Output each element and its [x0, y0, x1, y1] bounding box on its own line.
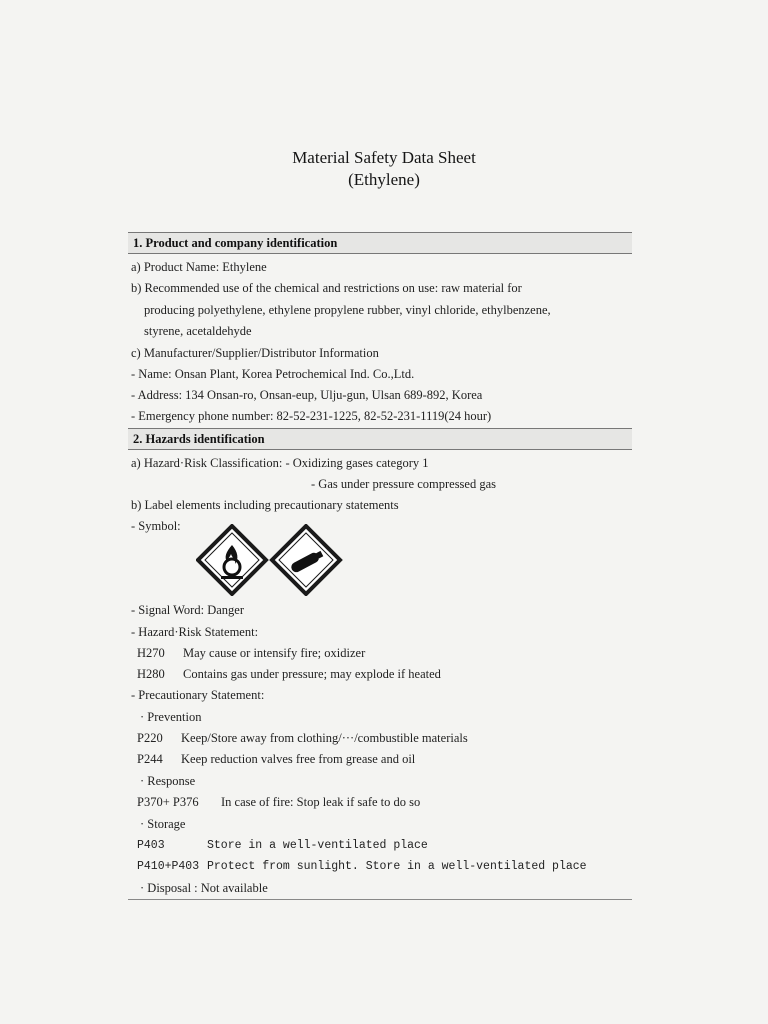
response-label: · Response — [140, 774, 196, 788]
prevention-label: · Prevention — [140, 710, 202, 724]
section-heading-product-identification: 1. Product and company identification — [128, 232, 632, 254]
statement-text: In case of fire: Stop leak if safe to do so — [221, 795, 421, 809]
statement-code: H280 — [137, 667, 165, 681]
storage-label: · Storage — [140, 817, 186, 831]
statement-text: Contains gas under pressure; may explode if heated — [183, 667, 441, 681]
statement-text: Store in a well-ventilated place — [207, 839, 428, 852]
statement-code: P220 — [137, 731, 163, 745]
label-elements-line: b) Label elements including precautionary statements — [131, 498, 399, 512]
precaution-p244 — [137, 752, 415, 767]
company-name-line: - Name: Onsan Plant, Korea Petrochemical Ind. Co.,Ltd. — [131, 367, 415, 381]
hazard-classification-line: a) Hazard·Risk Classification: - Oxidizing gases category 1 — [131, 456, 429, 470]
disposal-line: · Disposal : Not available — [140, 881, 268, 895]
precaution-p410-p403 — [137, 860, 587, 873]
precaution-p370-p376 — [137, 795, 420, 810]
recommended-use-end-line: styrene, acetaldehyde — [144, 324, 252, 338]
statement-code: P410+P403 — [137, 860, 200, 873]
hazard-pictograms — [196, 524, 346, 596]
symbol-label: - Symbol: — [131, 519, 181, 533]
statement-text: Keep/Store away from clothing/···/combustible materials — [181, 731, 468, 745]
recommended-use-continued-line: producing polyethylene, ethylene propylene rubber, vinyl chloride, ethylbenzene, — [144, 303, 551, 317]
statement-text: Keep reduction valves free from grease and oil — [181, 752, 416, 766]
document-title: Material Safety Data Sheet — [292, 148, 476, 167]
hazard-statement-label: - Hazard·Risk Statement: — [131, 625, 259, 639]
section-heading-hazards-identification: 2. Hazards identification — [128, 428, 632, 450]
signal-word-line: - Signal Word: Danger — [131, 603, 244, 617]
flame-over-circle-pictogram — [198, 526, 266, 594]
gas-cylinder-pictogram — [272, 526, 340, 594]
recommended-use-line: b) Recommended use of the chemical and restrictions on use: raw material for — [131, 281, 522, 295]
hazard-statement-h280 — [137, 667, 441, 682]
statement-code: P403 — [137, 839, 165, 852]
address-line: - Address: 134 Onsan-ro, Onsan-eup, Ulju-gun, Ulsan 689-892, Korea — [131, 388, 483, 402]
statement-code: P370+ P376 — [137, 795, 199, 809]
emergency-phone-line: - Emergency phone number: 82-52-231-1225, 82-52-231-1119(24 hour) — [131, 409, 492, 423]
hazard-statement-h270 — [137, 646, 365, 661]
product-name-line: a) Product Name: Ethylene — [131, 260, 267, 274]
statement-text: Protect from sunlight. Store in a well-ventilated place — [207, 860, 587, 873]
statement-text: May cause or intensify fire; oxidizer — [183, 646, 366, 660]
section-end-rule — [128, 899, 632, 900]
hazard-classification-line-2: - Gas under pressure compressed gas — [311, 477, 497, 491]
statement-code: H270 — [137, 646, 165, 660]
precaution-p403 — [137, 839, 428, 852]
document-subtitle: (Ethylene) — [348, 170, 420, 189]
manufacturer-info-line: c) Manufacturer/Supplier/Distributor Information — [131, 346, 379, 360]
precautionary-statement-label: - Precautionary Statement: — [131, 688, 265, 702]
precaution-p220 — [137, 731, 468, 746]
statement-code: P244 — [137, 752, 163, 766]
